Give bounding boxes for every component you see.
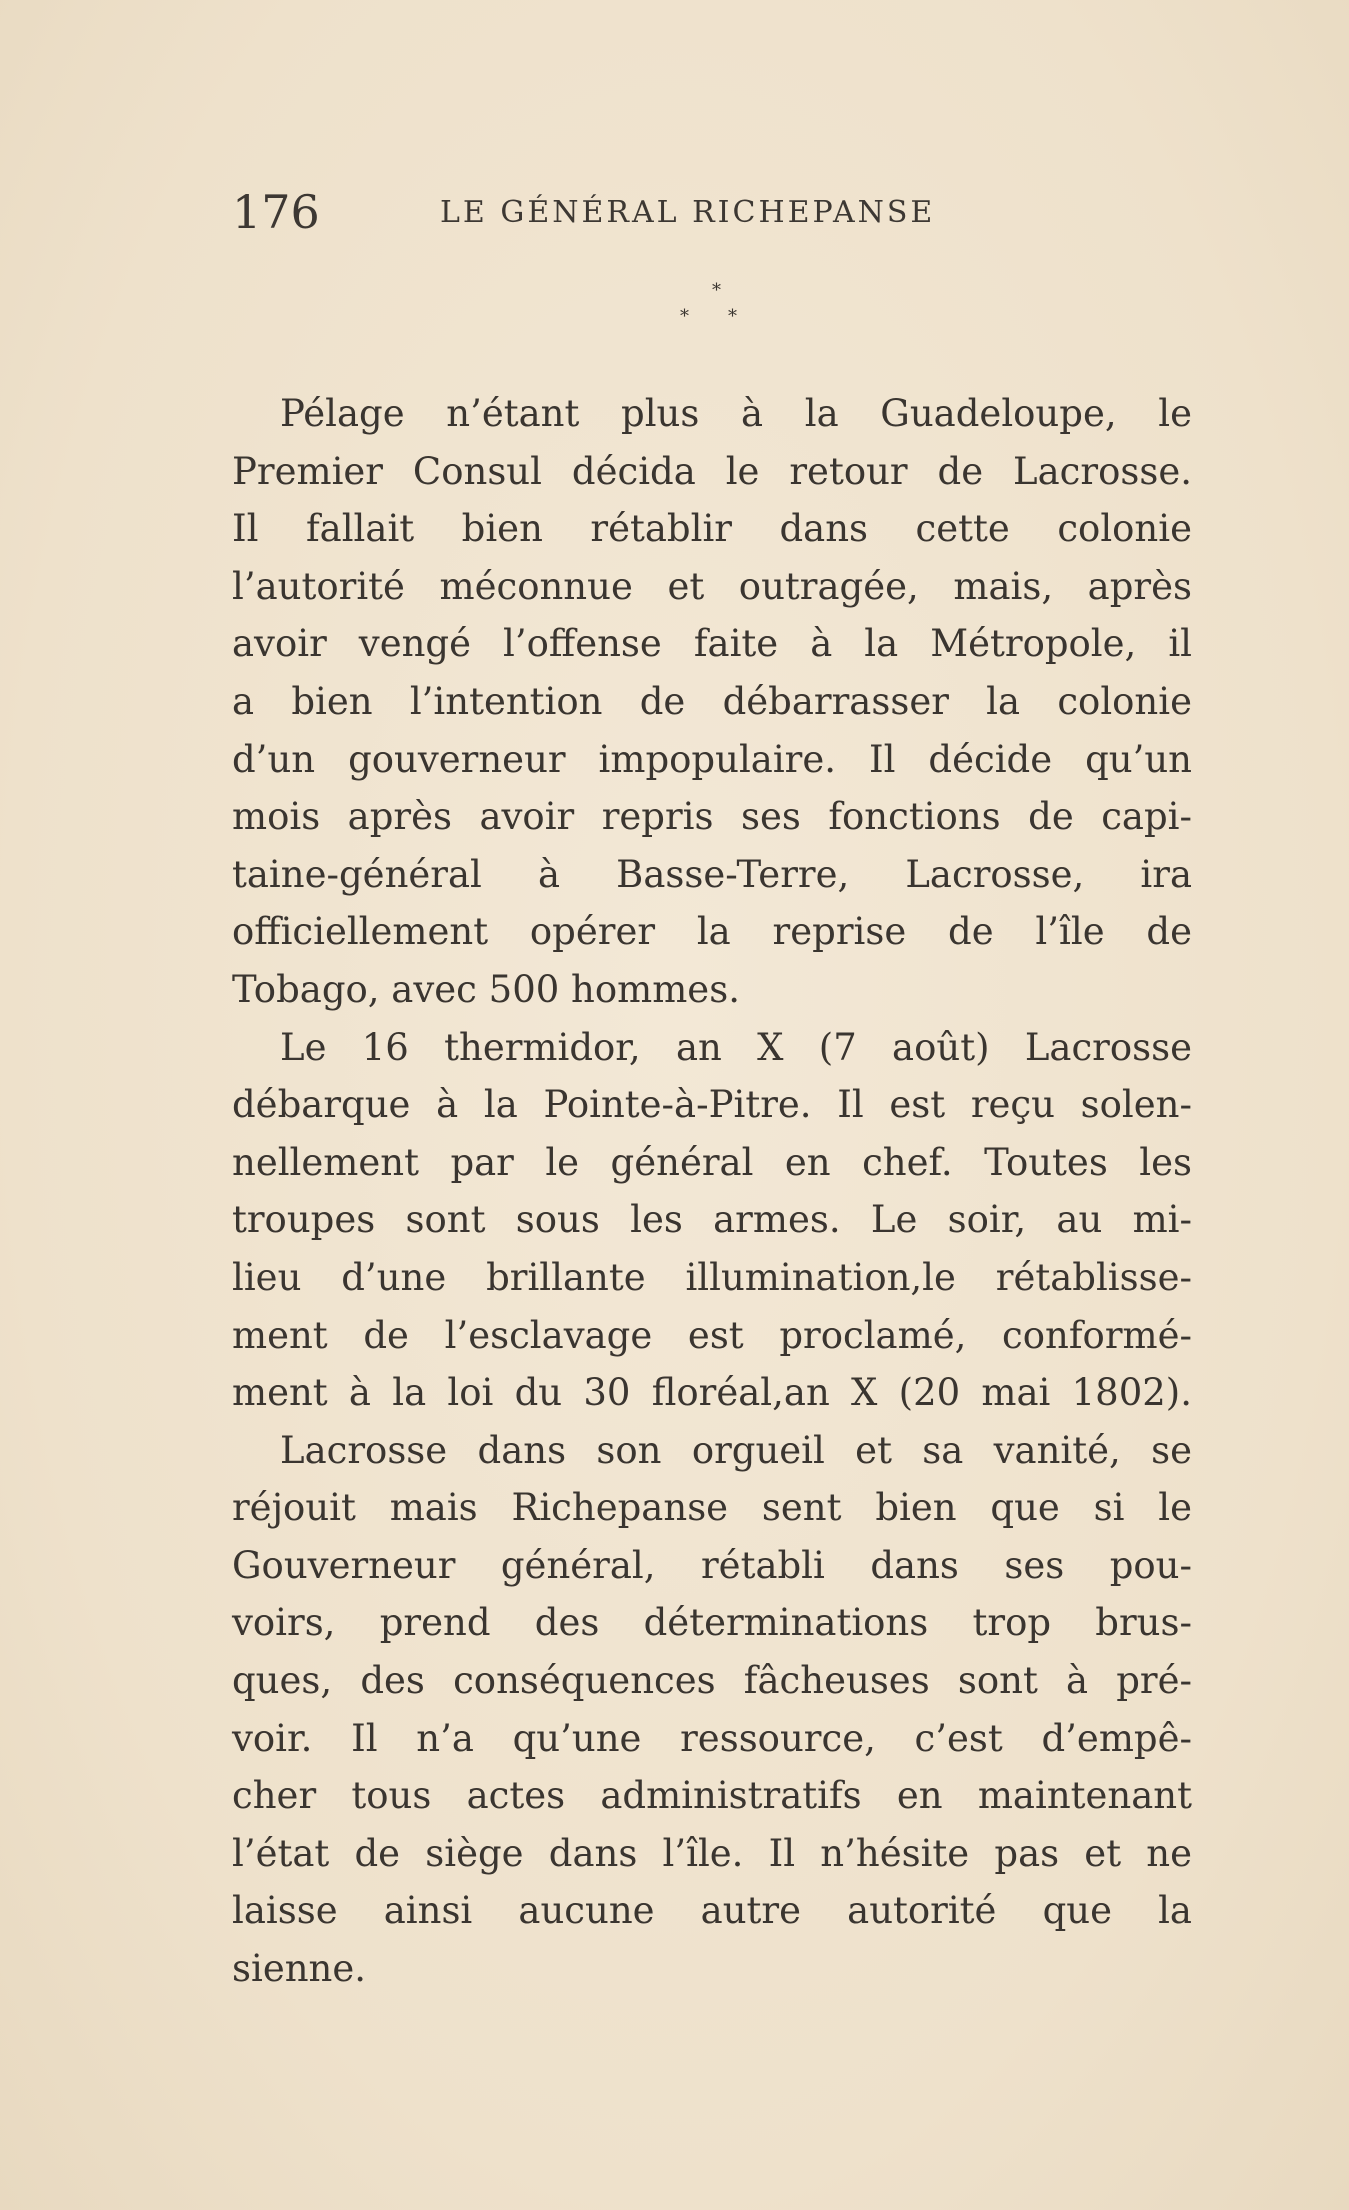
- text-line: Il fallait bien rétablir dans cette colonie: [232, 507, 1192, 551]
- text-line: ment de l’esclavage est proclamé, conformé-: [232, 1313, 1192, 1357]
- text-line: lieu d’une brillante illumination,le rétablisse-: [232, 1255, 1192, 1299]
- asterism-star-icon: *: [728, 306, 737, 327]
- body-text: [232, 385, 1192, 1998]
- text-line: voirs, prend des déterminations trop brus-: [232, 1601, 1192, 1645]
- text-line: Tobago, avec 500 hommes.: [232, 967, 740, 1011]
- text-line: ment à la loi du 30 floréal,an X (20 mai 1802).: [232, 1371, 1192, 1415]
- page-number: 176: [232, 185, 320, 239]
- text-line: nellement par le général en chef. Toutes les: [232, 1140, 1192, 1184]
- text-line: voir. Il n’a qu’une ressource, c’est d’empê-: [232, 1716, 1192, 1760]
- asterism-ornament: [640, 270, 737, 330]
- text-line: ques, des conséquences fâcheuses sont à pré-: [232, 1659, 1192, 1703]
- text-line: Pélage n’étant plus à la Guadeloupe, le: [280, 392, 1192, 435]
- text-line: Gouverneur général, rétabli dans ses pou-: [232, 1543, 1192, 1587]
- text-line: troupes sont sous les armes. Le soir, au mi-: [232, 1198, 1192, 1242]
- asterism-star-icon: *: [712, 280, 721, 301]
- running-title: LE GÉNÉRAL RICHEPANSE: [440, 195, 936, 230]
- running-head: [232, 182, 1222, 242]
- asterism-star-icon: *: [680, 306, 689, 327]
- text-line: taine-général à Basse-Terre, Lacrosse, ira: [232, 852, 1192, 896]
- text-line: d’un gouverneur impopulaire. Il décide qu’un: [232, 737, 1192, 781]
- text-line: l’état de siège dans l’île. Il n’hésite pas et ne: [232, 1831, 1192, 1875]
- text-line: Le 16 thermidor, an X (7 août) Lacrosse: [280, 1025, 1192, 1069]
- text-line: avoir vengé l’offense faite à la Métropole, il: [232, 622, 1192, 666]
- text-line: mois après avoir repris ses fonctions de capi-: [232, 795, 1192, 839]
- text-line: l’autorité méconnue et outragée, mais, après: [232, 564, 1192, 608]
- text-line: débarque à la Pointe-à-Pitre. Il est reçu solen-: [232, 1083, 1192, 1127]
- text-line: Premier Consul décida le retour de Lacrosse.: [232, 449, 1192, 493]
- text-line: officiellement opérer la reprise de l’île de: [232, 910, 1192, 954]
- text-line: réjouit mais Richepanse sent bien que si le: [232, 1486, 1192, 1530]
- text-line: sienne.: [232, 1947, 367, 1991]
- text-line: cher tous actes administratifs en maintenant: [232, 1774, 1192, 1818]
- text-line: laisse ainsi aucune autre autorité que la: [232, 1889, 1192, 1933]
- text-line: a bien l’intention de débarrasser la colonie: [232, 679, 1192, 723]
- text-line: Lacrosse dans son orgueil et sa vanité, se: [280, 1428, 1192, 1472]
